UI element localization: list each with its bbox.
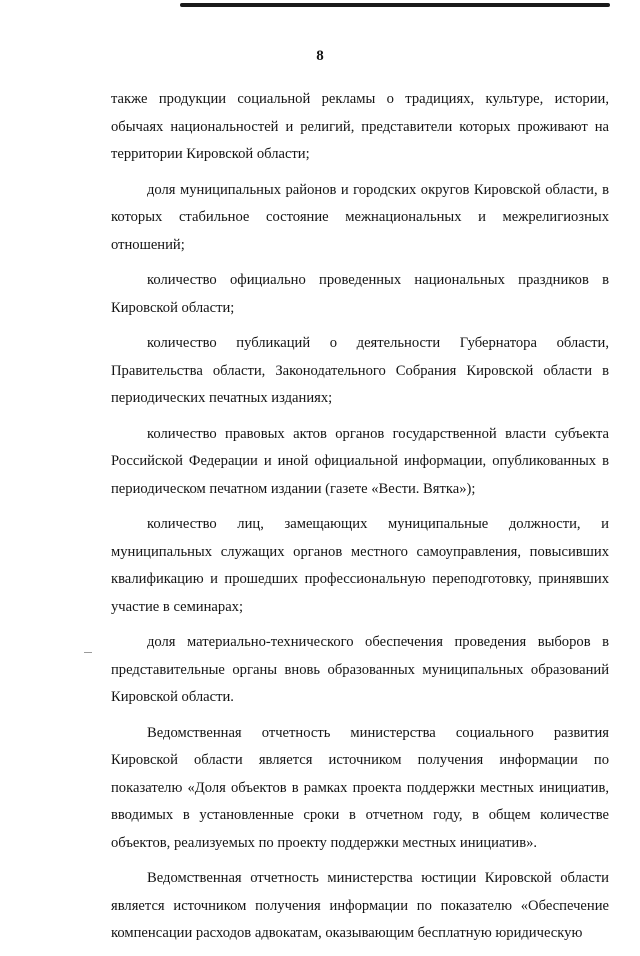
header-rule — [180, 3, 610, 7]
paragraph-6: количество лиц, замещающих муниципальные должности, и муниципальных служащих органов местного самоуправления, повысивших квалификацию и прошедших профессиональную переподготовку, принявших участие в семинарах; — [111, 516, 609, 615]
margin-mark — [84, 652, 92, 653]
paragraph-8: Ведомственная отчетность министерства социального развития Кировской области является источником получения информации по показателю «Доля объектов в рамках проекта поддержки местных инициатив, вводимых в установленные сроки в отчетном году, в общем количестве объектов, реализуемых по проекту поддержки местных инициатив». — [111, 724, 609, 851]
paragraph-3: количество официально проведенных национальных праздников в Кировской области; — [111, 272, 609, 316]
paragraph-9: Ведомственная отчетность министерства юстиции Кировской области является источником получения информации по показателю «Обеспечение компенсации расходов адвокатам, оказывающим бесплатную юридическую — [111, 870, 609, 941]
paragraph-7: доля материально-технического обеспечения проведения выборов в представительные органы вновь образованных муниципальных образований Кировской области. — [111, 634, 609, 705]
document-body — [111, 86, 609, 956]
page-number: 8 — [316, 48, 324, 64]
paragraph-4: количество публикаций о деятельности Губернатора области, Правительства области, Законодательного Собрания Кировской области в периодических печатных изданиях; — [111, 335, 609, 406]
paragraph-5: количество правовых актов органов государственной власти субъекта Российской Федерации и иной официальной информации, опубликованных в периодическом печатном издании (газете «Вести. Вятка»); — [111, 425, 609, 497]
paragraph-2: доля муниципальных районов и городских округов Кировской области, в которых стабильное состояние межнациональных и межрелигиозных отношений; — [111, 181, 609, 253]
paragraph-1: также продукции социальной рекламы о традициях, культуре, истории, обычаях национальностей и религий, представители которых проживают на территории Кировской области; — [111, 91, 609, 162]
